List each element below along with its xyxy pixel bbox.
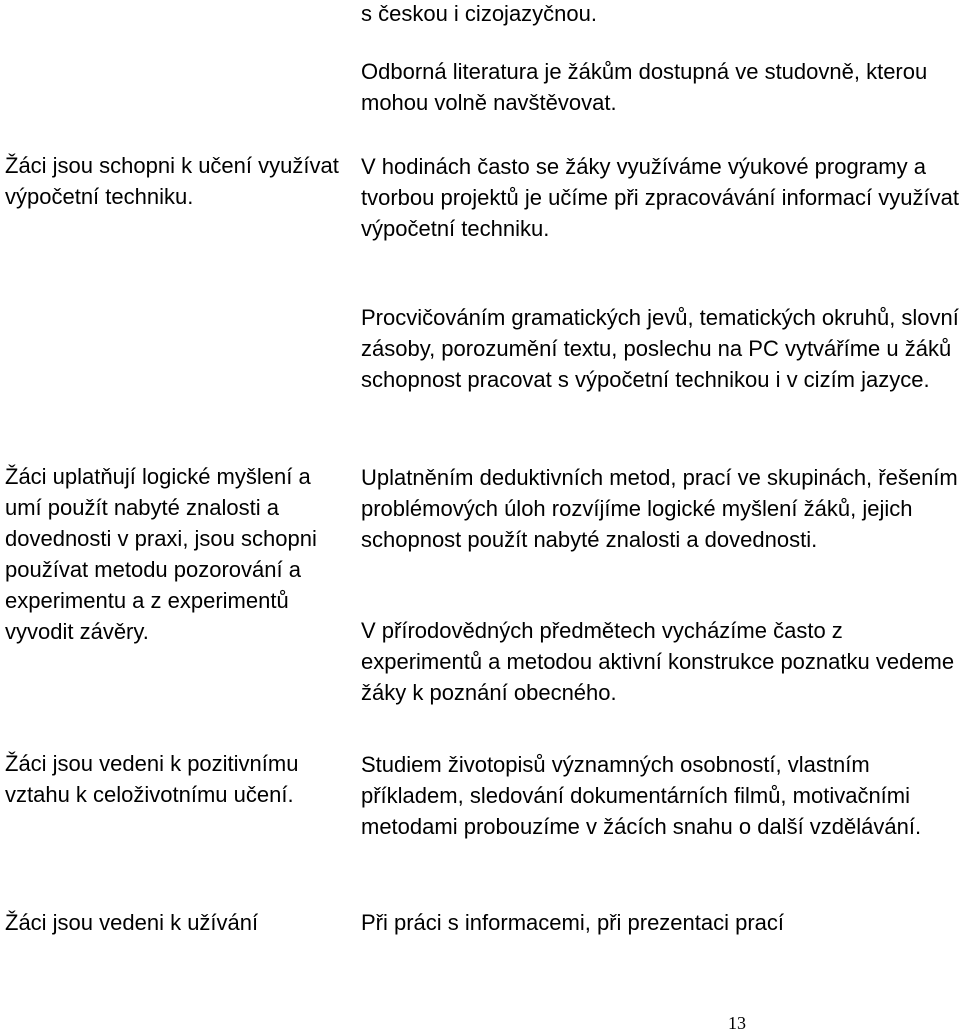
left-paragraph-1: Žáci jsou schopni k učení využívat výpočetní techniku. [5, 153, 339, 209]
left-paragraph-4: Žáci jsou vedeni k užívání [5, 910, 259, 935]
left-paragraph-3: Žáci jsou vedeni k pozitivnímu vztahu k celoživotnímu učení. [5, 751, 299, 807]
right-paragraph-6: V přírodovědných předmětech vycházíme často z experimentů a metodou aktivní konstrukce poznatku vedeme žáky k poznání obecného. [361, 618, 955, 705]
right-paragraph-8: Při práci s informacemi, při prezentaci prací [361, 910, 785, 935]
right-paragraph-3: V hodinách často se žáky využíváme výukové programy a tvorbou projektů je učíme při zpracovávání informací využívat výpočetní techniku. [361, 154, 959, 241]
right-paragraph-2: Odborná literatura je žákům dostupná ve studovně, kterou mohou volně navštěvovat. [361, 59, 928, 115]
right-paragraph-5: Uplatněním deduktivních metod, prací ve skupinách, řešením problémových úloh rozvíjíme logické myšlení žáků, jejich schopnost použít nabyté znalosti a dovednosti. [361, 465, 958, 552]
page-number: 13 [728, 1013, 746, 1033]
right-paragraph-7: Studiem životopisů významných osobností, vlastním příkladem, sledování dokumentárních filmů, motivačními metodami probouzíme v žácích snahu o další vzdělávání. [361, 752, 922, 839]
right-paragraph-1: s českou i cizojazyčnou. [361, 1, 597, 26]
right-paragraph-4: Procvičováním gramatických jevů, tematických okruhů, slovní zásoby, porozumění textu, poslechu na PC vytváříme u žáků schopnost pracovat s výpočetní technikou i v cizím jazyce. [361, 305, 959, 392]
left-paragraph-2: Žáci uplatňují logické myšlení a umí použít nabyté znalosti a dovednosti v praxi, jsou schopni používat metodu pozorování a experimentu a z experimentů vyvodit závěry. [5, 464, 317, 644]
